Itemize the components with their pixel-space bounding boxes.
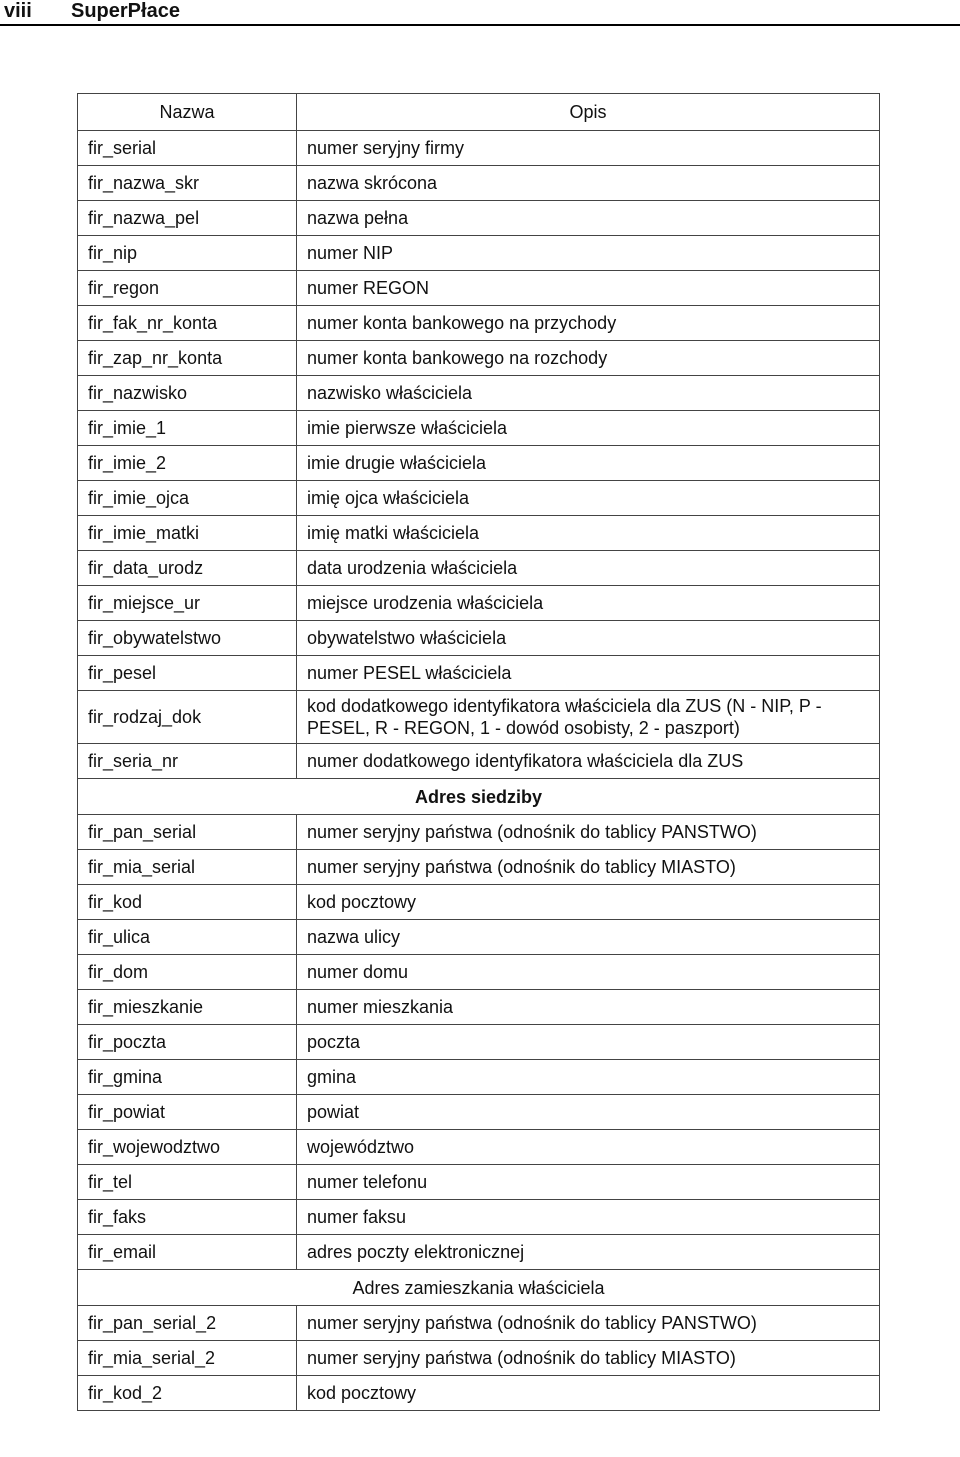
field-name: fir_ulica xyxy=(78,920,297,955)
table-row xyxy=(78,481,880,516)
field-description: adres poczty elektronicznej xyxy=(297,1235,880,1270)
field-description: nazwisko właściciela xyxy=(297,376,880,411)
field-name: fir_rodzaj_dok xyxy=(78,691,297,744)
table-row xyxy=(78,850,880,885)
table-row xyxy=(78,166,880,201)
field-name: fir_wojewodztwo xyxy=(78,1130,297,1165)
field-description: gmina xyxy=(297,1060,880,1095)
section-owner-address xyxy=(78,1270,880,1306)
field-description: obywatelstwo właściciela xyxy=(297,621,880,656)
field-description: imię matki właściciela xyxy=(297,516,880,551)
section-company-address xyxy=(78,779,880,815)
field-name: fir_mia_serial xyxy=(78,850,297,885)
field-name: fir_powiat xyxy=(78,1095,297,1130)
field-description: numer REGON xyxy=(297,271,880,306)
table-row xyxy=(78,411,880,446)
field-name: fir_kod xyxy=(78,885,297,920)
field-description: numer seryjny państwa (odnośnik do tablicy PANSTWO) xyxy=(297,815,880,850)
field-description: numer seryjny firmy xyxy=(297,131,880,166)
field-name: fir_nip xyxy=(78,236,297,271)
table-row xyxy=(78,885,880,920)
field-name: fir_nazwa_pel xyxy=(78,201,297,236)
field-description: nazwa skrócona xyxy=(297,166,880,201)
field-name: fir_imie_ojca xyxy=(78,481,297,516)
field-name: fir_pan_serial_2 xyxy=(78,1306,297,1341)
field-name: fir_tel xyxy=(78,1165,297,1200)
field-description: numer konta bankowego na przychody xyxy=(297,306,880,341)
table-row xyxy=(78,516,880,551)
section-owner-address-title: Adres zamieszkania właściciela xyxy=(78,1270,880,1306)
field-description: numer faksu xyxy=(297,1200,880,1235)
table-row xyxy=(78,1130,880,1165)
field-name: fir_obywatelstwo xyxy=(78,621,297,656)
table-row xyxy=(78,551,880,586)
table-row xyxy=(78,656,880,691)
field-name: fir_data_urodz xyxy=(78,551,297,586)
field-name: fir_imie_2 xyxy=(78,446,297,481)
field-name: fir_email xyxy=(78,1235,297,1270)
book-title: SuperPłace xyxy=(71,0,180,22)
field-description: powiat xyxy=(297,1095,880,1130)
table-row xyxy=(78,1025,880,1060)
table-row xyxy=(78,1200,880,1235)
field-description: numer telefonu xyxy=(297,1165,880,1200)
table-row xyxy=(78,376,880,411)
field-name: fir_imie_matki xyxy=(78,516,297,551)
field-description: kod pocztowy xyxy=(297,885,880,920)
table-row xyxy=(78,236,880,271)
table-header-row xyxy=(78,94,880,131)
field-description: nazwa pełna xyxy=(297,201,880,236)
table-row xyxy=(78,1306,880,1341)
table-row xyxy=(78,1165,880,1200)
table-row xyxy=(78,1095,880,1130)
field-description: data urodzenia właściciela xyxy=(297,551,880,586)
field-description: imię ojca właściciela xyxy=(297,481,880,516)
field-name: fir_dom xyxy=(78,955,297,990)
field-name: fir_fak_nr_konta xyxy=(78,306,297,341)
field-description: numer domu xyxy=(297,955,880,990)
field-description: numer PESEL właściciela xyxy=(297,656,880,691)
field-name: fir_faks xyxy=(78,1200,297,1235)
field-description: miejsce urodzenia właściciela xyxy=(297,586,880,621)
page-number: viii xyxy=(4,0,32,22)
table-row xyxy=(78,955,880,990)
table-row xyxy=(78,621,880,656)
field-description: województwo xyxy=(297,1130,880,1165)
field-description: numer dodatkowego identyfikatora właściciela dla ZUS xyxy=(297,744,880,779)
field-description: numer seryjny państwa (odnośnik do tablicy MIASTO) xyxy=(297,850,880,885)
table-row xyxy=(78,271,880,306)
table-row xyxy=(78,920,880,955)
field-description: imie drugie właściciela xyxy=(297,446,880,481)
field-name: fir_poczta xyxy=(78,1025,297,1060)
field-name: fir_kod_2 xyxy=(78,1376,297,1411)
table-row xyxy=(78,1060,880,1095)
field-name: fir_imie_1 xyxy=(78,411,297,446)
table-row xyxy=(78,1376,880,1411)
field-name: fir_pan_serial xyxy=(78,815,297,850)
field-name: fir_seria_nr xyxy=(78,744,297,779)
field-name: fir_gmina xyxy=(78,1060,297,1095)
table-row xyxy=(78,744,880,779)
field-name: fir_nazwisko xyxy=(78,376,297,411)
field-description: numer NIP xyxy=(297,236,880,271)
field-name: fir_zap_nr_konta xyxy=(78,341,297,376)
fields-table xyxy=(77,93,880,1411)
table-row xyxy=(78,1235,880,1270)
column-header-description: Opis xyxy=(297,94,880,131)
table-row xyxy=(78,446,880,481)
field-description: numer seryjny państwa (odnośnik do tablicy MIASTO) xyxy=(297,1341,880,1376)
field-description: nazwa ulicy xyxy=(297,920,880,955)
field-name: fir_nazwa_skr xyxy=(78,166,297,201)
section-company-address-title: Adres siedziby xyxy=(78,779,880,815)
table-row xyxy=(78,201,880,236)
field-name: fir_miejsce_ur xyxy=(78,586,297,621)
field-description: numer mieszkania xyxy=(297,990,880,1025)
table-row xyxy=(78,131,880,166)
page-header xyxy=(0,0,960,26)
field-name: fir_mieszkanie xyxy=(78,990,297,1025)
table-row xyxy=(78,586,880,621)
column-header-name: Nazwa xyxy=(78,94,297,131)
field-description: numer seryjny państwa (odnośnik do tablicy PANSTWO) xyxy=(297,1306,880,1341)
table-row xyxy=(78,815,880,850)
table-row xyxy=(78,691,880,744)
table-row xyxy=(78,341,880,376)
field-name: fir_serial xyxy=(78,131,297,166)
table-row xyxy=(78,1341,880,1376)
table-row xyxy=(78,306,880,341)
field-name: fir_mia_serial_2 xyxy=(78,1341,297,1376)
field-description: kod pocztowy xyxy=(297,1376,880,1411)
field-description: poczta xyxy=(297,1025,880,1060)
field-name: fir_pesel xyxy=(78,656,297,691)
field-name: fir_regon xyxy=(78,271,297,306)
table-row xyxy=(78,990,880,1025)
field-description: imie pierwsze właściciela xyxy=(297,411,880,446)
field-description: kod dodatkowego identyfikatora właściciela dla ZUS (N - NIP, P - PESEL, R - REGON, 1 - dowód osobisty, 2 - paszport) xyxy=(297,691,880,744)
field-description: numer konta bankowego na rozchody xyxy=(297,341,880,376)
